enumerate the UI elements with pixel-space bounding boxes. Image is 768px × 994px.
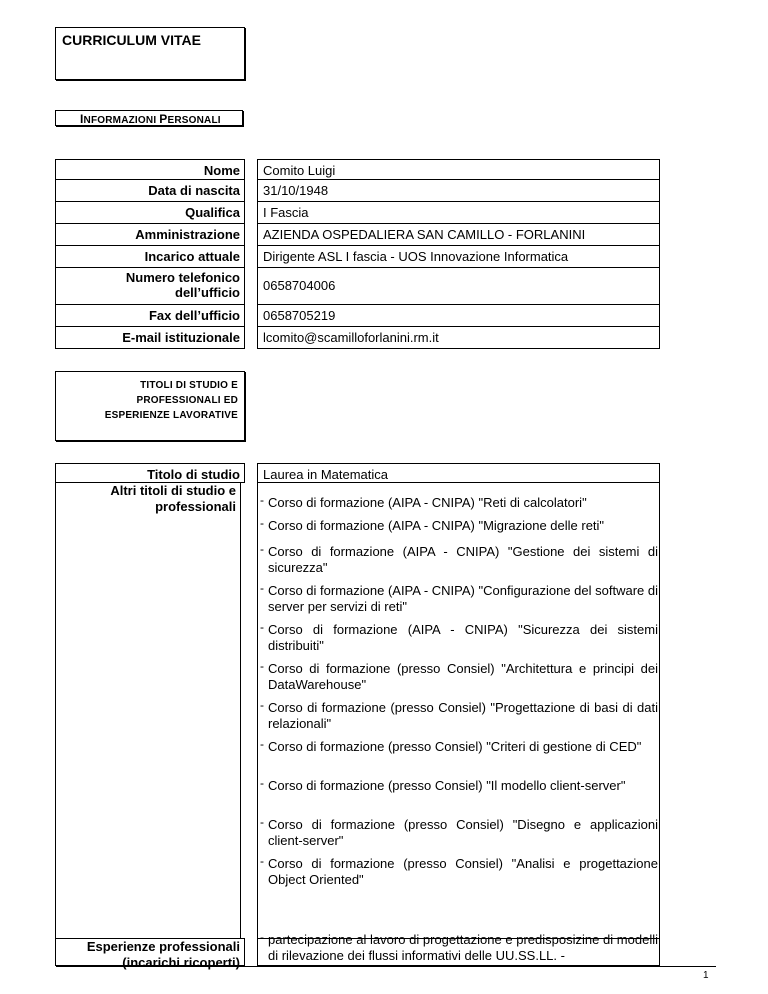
section-titles-line2: PROFESSIONALI ED [136,395,238,406]
personal-label-0: Nome [55,159,245,180]
esperienze-item [260,930,658,964]
altri-titoli-item [260,698,658,732]
personal-label-4: Incarico attuale [55,246,245,268]
list-dash: - [260,620,264,634]
personal-value-7: lcomito@scamilloforlanini.rm.it [257,327,660,349]
altri-titoli-item-text: Corso di formazione (AIPA - CNIPA) "Gestione dei sistemi di sicurezza" [268,544,658,575]
personal-label-3: Amministrazione [55,224,245,246]
altri-titoli-item-text: Corso di formazione (presso Consiel) "Disegno e applicazioni client-server" [268,817,658,848]
list-dash: - [260,930,264,944]
footer-rule [56,966,716,967]
altri-titoli-item-text: Corso di formazione (AIPA - CNIPA) "Configurazione del software di server per servizi di reti" [268,583,658,614]
personal-value-3: AZIENDA OSPEDALIERA SAN CAMILLO - FORLANINI [257,224,660,246]
personal-value-0: Comito Luigi [257,159,660,180]
section-titles-line3: ESPERIENZE LAVORATIVE [104,410,238,421]
list-dash: - [260,698,264,712]
list-dash: - [260,493,264,507]
list-dash: - [260,776,264,790]
altri-titoli-item-text: Corso di formazione (presso Consiel) "Criteri di gestione di CED" [268,739,642,754]
altri-titoli-label: Altri titoli di studio e professionali [55,483,241,938]
altri-titoli-item-text: Corso di formazione (presso Consiel) "Analisi e progettazione Object Oriented" [268,856,658,887]
altri-titoli-item [260,854,658,888]
altri-titoli-item-text: Corso di formazione (AIPA - CNIPA) "Sicurezza dei sistemi distribuiti" [268,622,658,653]
personal-label-2: Qualifica [55,202,245,224]
altri-titoli-item [260,659,658,693]
esperienze-label: Esperienze professionali (incarichi ricoperti) [55,938,245,966]
cv-title: CURRICULUM VITAE [62,32,201,48]
page-number: 1 [703,970,709,981]
altri-titoli-item-text: Corso di formazione (presso Consiel) "Il modello client-server" [268,778,626,793]
list-dash: - [260,659,264,673]
titolo-studio-label: Titolo di studio [55,463,245,483]
cv-title-box [55,27,245,80]
list-dash: - [260,815,264,829]
personal-label-6: Fax dell’ufficio [55,305,245,327]
altri-titoli-item [260,737,658,755]
esperienze-item-text: partecipazione al lavoro di progettazione e predisposizine di modelli di rilevazione dei flussi informativi delle UU.SS.LL. - [268,932,658,963]
altri-titoli-item [260,815,658,849]
altri-titoli-item-text: Corso di formazione (AIPA - CNIPA) "Reti di calcolatori" [268,495,587,510]
titolo-studio-value: Laurea in Matematica [257,463,660,483]
personal-value-1: 31/10/1948 [257,180,660,202]
section-personal-info: INFORMAZIONI PERSONALI [55,110,243,126]
altri-titoli-item [260,620,658,654]
list-dash: - [260,542,264,556]
list-dash: - [260,854,264,868]
list-dash: - [260,516,264,530]
altri-titoli-item [260,493,658,511]
list-dash: - [260,581,264,595]
section-titles-experience [55,371,245,441]
personal-value-5: 0658704006 [257,268,660,305]
personal-value-6: 0658705219 [257,305,660,327]
personal-label-1: Data di nascita [55,180,245,202]
altri-titoli-item [260,776,658,794]
altri-titoli-item-text: Corso di formazione (AIPA - CNIPA) "Migrazione delle reti" [268,518,605,533]
personal-label-7: E-mail istituzionale [55,327,245,349]
altri-titoli-item-text: Corso di formazione (presso Consiel) "Architettura e principi dei DataWarehouse" [268,661,658,692]
altri-titoli-item-text: Corso di formazione (presso Consiel) "Progettazione di basi di dati relazionali" [268,700,658,731]
personal-label-5: Numero telefonico dell’ufficio [55,268,245,305]
altri-titoli-item [260,542,658,576]
personal-value-2: I Fascia [257,202,660,224]
personal-value-4: Dirigente ASL I fascia - UOS Innovazione Informatica [257,246,660,268]
altri-titoli-item [260,581,658,615]
section-titles-line1: TITOLI DI STUDIO E [140,380,238,391]
altri-titoli-item [260,516,658,534]
list-dash: - [260,737,264,751]
